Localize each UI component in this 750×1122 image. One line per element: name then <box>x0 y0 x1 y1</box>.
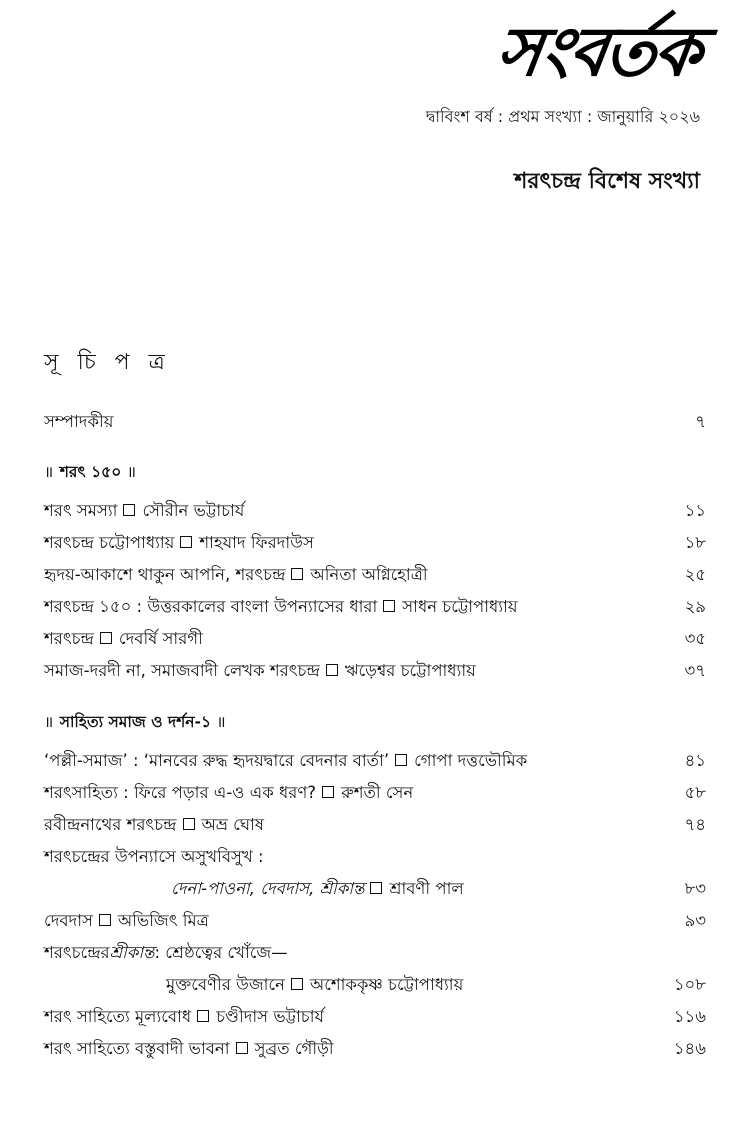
page-number: ১১৬ <box>673 1007 706 1026</box>
page-number: ৮৩ <box>684 879 706 898</box>
square-bullet-icon <box>180 536 192 548</box>
magazine-logo: সংবর্তক <box>491 12 706 92</box>
toc-entry[interactable] <box>44 1006 706 1027</box>
entry-title: সমাজ-দরদী না, সমাজবাদী লেখক শরৎচন্দ্র <box>44 661 320 680</box>
entry-author: চণ্ডীদাস ভট্টাচার্য <box>216 1007 325 1026</box>
entry-author: অভ্র ঘোষ <box>201 815 264 834</box>
entry-title-work: শ্রীকান্ত <box>109 943 155 962</box>
entry-title: হৃদয়-আকাশে থাকুন আপনি, শরৎচন্দ্র <box>44 565 286 584</box>
entry-author: শ্রাবণী পাল <box>389 879 464 898</box>
entry-title: দেবদাস <box>44 911 93 930</box>
entry-title: শরৎচন্দ্রের <box>44 943 110 962</box>
issue-line: দ্বাবিংশ বর্ষ : প্রথম সংখ্যা : জানুয়ারি ২০২৬ <box>425 107 700 126</box>
section-marker: ॥ <box>44 713 55 731</box>
square-bullet-icon <box>383 600 395 612</box>
page-number: ৭৪ <box>684 815 706 834</box>
entry-author: সৌরীন ভট্টাচার্য <box>142 501 245 520</box>
square-bullet-icon <box>326 664 338 676</box>
toc-entry[interactable] <box>44 750 706 771</box>
entry-author: দেবর্ষি সারগী <box>118 629 203 648</box>
toc-entry[interactable] <box>44 628 706 649</box>
entry-title: : শ্রেষ্ঠত্বের খোঁজে— <box>154 943 288 962</box>
entry-author: ঋড়েশ্বর চট্টোপাধ্যায় <box>344 661 476 680</box>
section-marker: ॥ <box>216 713 227 731</box>
page-number: ১৮ <box>684 533 706 552</box>
page-number: ১৪৬ <box>673 1039 706 1058</box>
square-bullet-icon <box>322 786 334 798</box>
toc-entry[interactable] <box>44 782 706 803</box>
special-issue-title: শরৎচন্দ্র বিশেষ সংখ্যা <box>514 169 700 194</box>
square-bullet-icon <box>100 632 112 644</box>
toc-entry[interactable] <box>44 660 706 681</box>
page-number: ৭ <box>695 412 706 431</box>
page-number: ৫৮ <box>684 783 706 802</box>
square-bullet-icon <box>197 1010 209 1022</box>
page-number: ৯৩ <box>684 911 706 930</box>
toc-entry[interactable] <box>44 878 706 899</box>
toc-entry-title-line[interactable] <box>44 942 706 963</box>
square-bullet-icon <box>395 754 407 766</box>
page-number: ৩৫ <box>684 629 706 648</box>
entry-author: অনিতা অগ্নিহোত্রী <box>310 565 428 584</box>
page-number: ১০৮ <box>673 975 706 994</box>
entry-title: শরৎসাহিত্য : ফিরে পড়ার এ-ও এক ধরণ? <box>44 783 317 802</box>
entry-title: শরৎচন্দ্র ১৫০ : উত্তরকালের বাংলা উপন্যাসের ধারা <box>44 597 378 616</box>
entry-title: সম্পাদকীয় <box>44 412 114 431</box>
entry-title: মুক্তবেণীর উজানে <box>166 975 285 994</box>
section-marker: ॥ <box>126 463 137 481</box>
section-title: সাহিত্য সমাজ ও দর্শন-১ <box>59 713 212 731</box>
section-title: শরৎ ১৫০ <box>59 463 122 481</box>
square-bullet-icon <box>291 568 303 580</box>
toc-entry[interactable] <box>44 500 706 521</box>
page-number: ৩৭ <box>684 661 706 680</box>
toc-entry[interactable] <box>44 564 706 585</box>
entry-title: শরৎ সাহিত্যে মূল্যবোধ <box>44 1007 192 1026</box>
toc-entry[interactable] <box>44 596 706 617</box>
square-bullet-icon <box>123 504 135 516</box>
page-number: ১১ <box>684 501 706 520</box>
entry-title: শরৎ সমস্যা <box>44 501 118 520</box>
entry-title-works: দেনা-পাওনা, দেবদাস, শ্রীকান্ত <box>171 879 365 898</box>
table-of-contents <box>44 405 706 1059</box>
page-number: ৪১ <box>684 751 706 770</box>
toc-entry[interactable] <box>44 814 706 835</box>
entry-title: ‘পল্লী-সমাজ’ : ‘মানবের রুদ্ধ হৃদয়দ্বারে বেদনার বার্তা’ <box>44 751 390 770</box>
toc-entry-editorial[interactable] <box>44 411 706 432</box>
page-number: ২৯ <box>684 597 706 616</box>
section-heading-sharat-150 <box>44 462 706 483</box>
square-bullet-icon <box>236 1042 248 1054</box>
entry-author: সাধন চট্টোপাধ্যায় <box>402 597 518 616</box>
section-marker: ॥ <box>44 463 55 481</box>
entry-author: গোপা দত্তভৌমিক <box>414 751 528 770</box>
entry-title: শরৎচন্দ্রের উপন্যাসে অসুখবিসুখ : <box>44 847 264 866</box>
toc-heading: সূ চি প ত্র <box>44 350 171 375</box>
square-bullet-icon <box>291 978 303 990</box>
toc-entry[interactable] <box>44 910 706 931</box>
toc-entry-title-line[interactable] <box>44 846 706 867</box>
page-number: ২৫ <box>684 565 706 584</box>
toc-entry[interactable] <box>44 974 706 995</box>
square-bullet-icon <box>370 882 382 894</box>
entry-author: রুশতী সেন <box>341 783 414 802</box>
section-heading-literature-society-philosophy <box>44 712 706 733</box>
entry-author: অভিজিৎ মিত্র <box>117 911 209 930</box>
square-bullet-icon <box>183 818 195 830</box>
entry-title: শরৎ সাহিত্যে বস্তুবাদী ভাবনা <box>44 1039 230 1058</box>
entry-title: শরৎচন্দ্র <box>44 629 94 648</box>
entry-title: শরৎচন্দ্র চট্টোপাধ্যায় <box>44 533 175 552</box>
entry-author: অশোককৃষ্ণ চট্টোপাধ্যায় <box>309 975 464 994</box>
square-bullet-icon <box>99 914 111 926</box>
toc-entry[interactable] <box>44 1038 706 1059</box>
entry-author: শাহযাদ ফিরদাউস <box>199 533 314 552</box>
toc-entry[interactable] <box>44 532 706 553</box>
entry-title: রবীন্দ্রনাথের শরৎচন্দ্র <box>44 815 177 834</box>
entry-author: সুব্রত গৌড়ী <box>254 1039 334 1058</box>
